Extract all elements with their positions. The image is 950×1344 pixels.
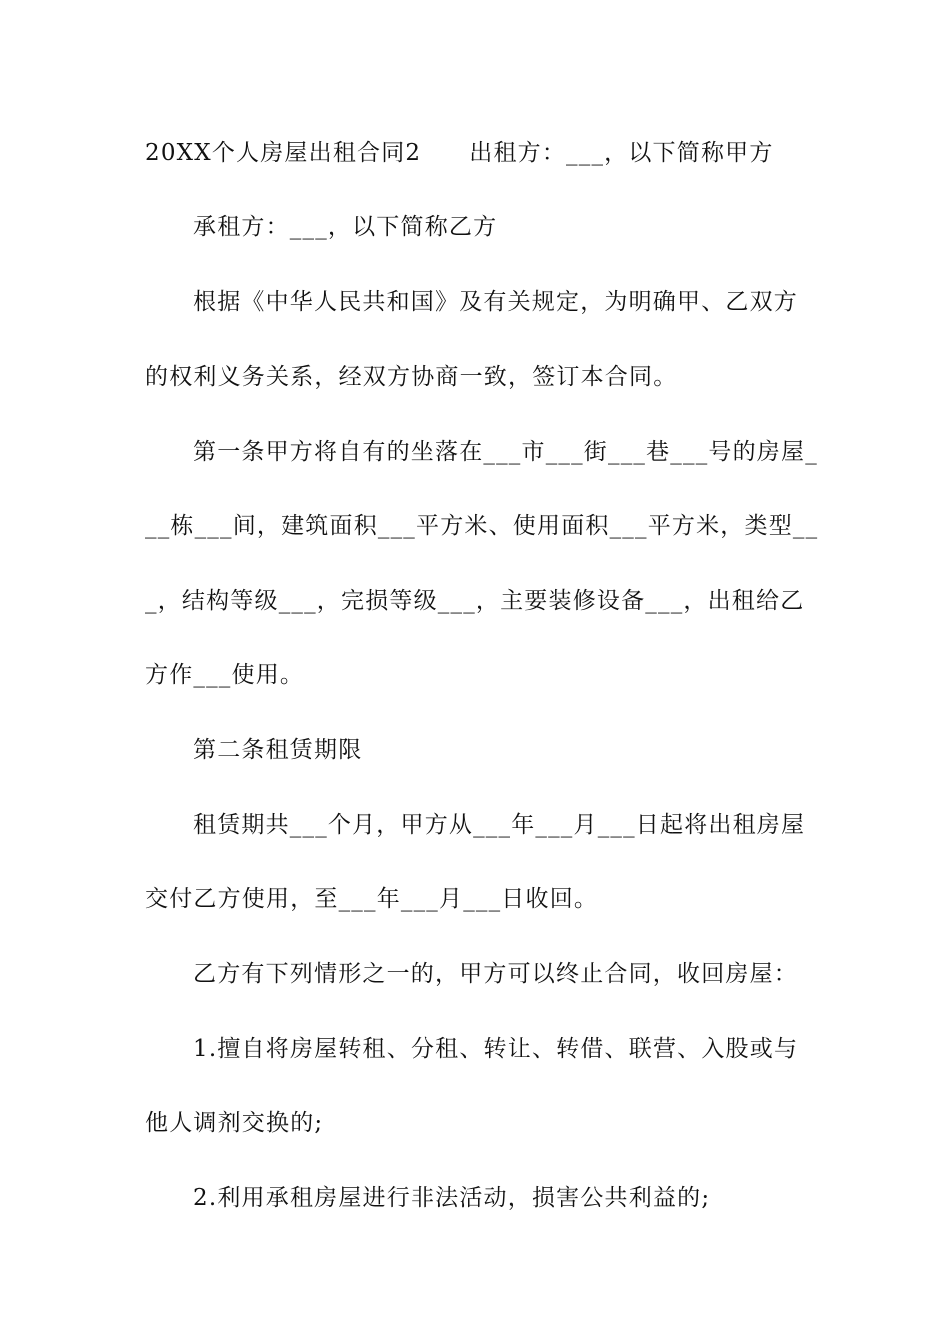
article-1-line-3: _，结构等级___，完损等级___，主要装修设备___，出租给乙 — [145, 588, 805, 614]
article-1-line-2: __栋___间，建筑面积___平方米、使用面积___平方米，类型__ — [145, 513, 819, 539]
paragraph-1-line-1: 根据《中华人民共和国》及有关规定，为明确甲、乙双方 — [193, 289, 798, 315]
item-1-line-1: 1.擅自将房屋转租、分租、转让、转借、联营、入股或与 — [193, 1036, 799, 1062]
article-1-line-4: 方作___使用。 — [145, 662, 305, 688]
article-2-line-2: 交付乙方使用，至___年___月___日收回。 — [145, 886, 599, 912]
lessee-line: 承租方：___，以下简称乙方 — [193, 214, 498, 240]
termination-intro: 乙方有下列情形之一的，甲方可以终止合同，收回房屋： — [193, 961, 798, 987]
paragraph-1-line-2: 的权利义务关系，经双方协商一致，签订本合同。 — [145, 364, 678, 390]
article-1-line-1: 第一条甲方将自有的坐落在___市___街___巷___号的房屋_ — [193, 439, 818, 465]
lessor-line: 出租方：___，以下简称甲方 — [469, 140, 774, 166]
document-title: 20XX个人房屋出租合同2 — [145, 140, 422, 166]
item-2-line-1: 2.利用承租房屋进行非法活动，损害公共利益的; — [193, 1185, 711, 1211]
article-2-line-1: 租赁期共___个月，甲方从___年___月___日起将出租房屋 — [193, 812, 806, 838]
title-line — [145, 138, 810, 168]
item-1-line-2: 他人调剂交换的; — [145, 1110, 324, 1136]
article-2-heading: 第二条租赁期限 — [193, 737, 363, 763]
